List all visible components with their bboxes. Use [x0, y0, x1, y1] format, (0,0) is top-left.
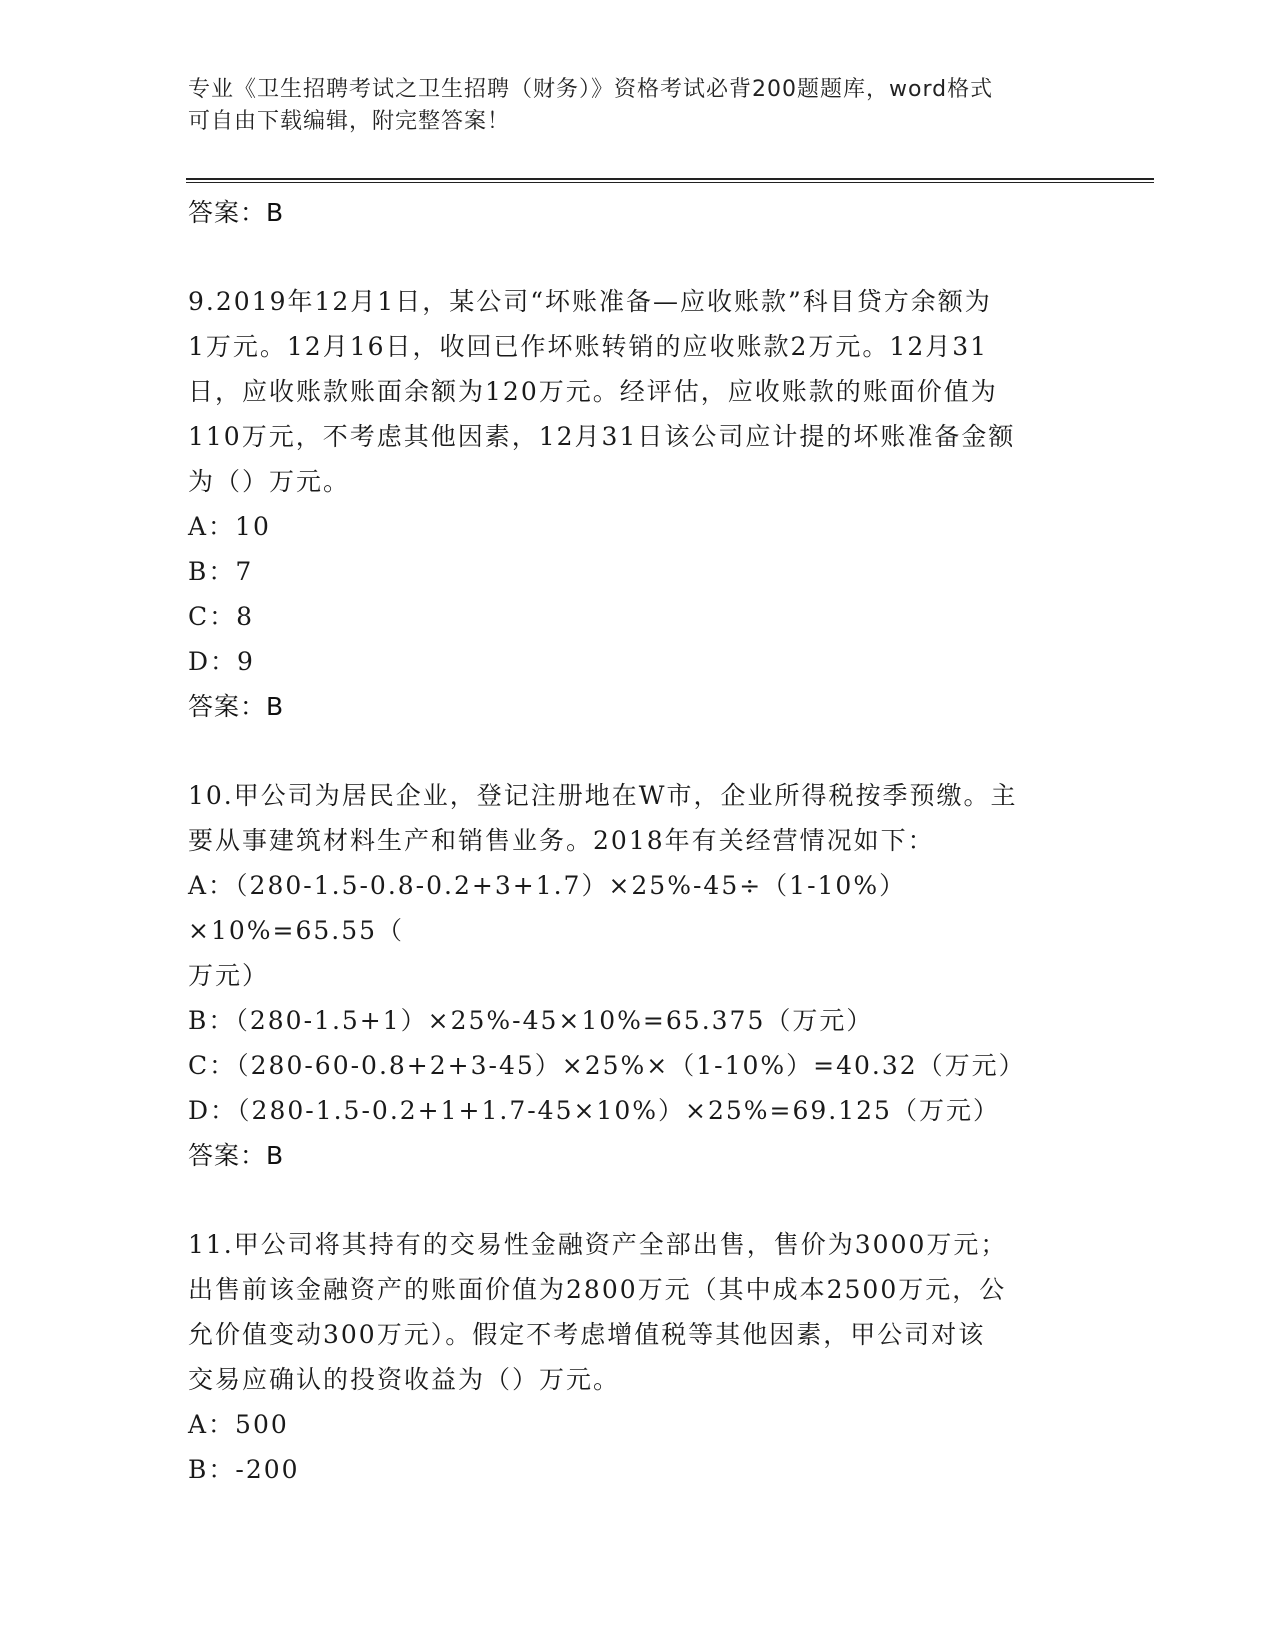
document-header — [188, 74, 1068, 138]
header-line-2: 可自由下载编辑，附完整答案！ — [188, 109, 511, 134]
question-9 — [188, 279, 1088, 729]
question-text-line: 允价值变动300万元）。假定不考虑增值税等其他因素，甲公司对该 — [188, 1320, 986, 1349]
option-c: C：（280-60-0.8+2+3-45）×25%×（1-10%）=40.32（万元） — [188, 1051, 1026, 1080]
spacer — [188, 235, 1088, 279]
question-text-line: 110万元，不考虑其他因素，12月31日该公司应计提的坏账准备金额 — [188, 422, 1016, 451]
question-text-line: 1万元。12月16日，收回已作坏账转销的应收账款2万元。12月31 — [188, 332, 989, 361]
answer-line: 答案：B — [188, 198, 285, 227]
option-a: A：10 — [188, 512, 271, 541]
question-text-line: 11.甲公司将其持有的交易性金融资产全部出售，售价为3000万元； — [188, 1230, 1008, 1259]
option-b: B：7 — [188, 557, 254, 586]
option-d: D：（280-1.5-0.2+1+1.7-45×10%）×25%=69.125（万元） — [188, 1096, 1000, 1125]
question-text-line: 为（）万元。 — [188, 467, 351, 496]
document-body — [188, 190, 1088, 1492]
option-b: B：-200 — [188, 1455, 300, 1484]
option-b: B：（280-1.5+1）×25%-45×10%=65.375（万元） — [188, 1006, 874, 1035]
question-text-line: 日，应收账款账面余额为120万元。经评估，应收账款的账面价值为 — [188, 377, 998, 406]
question-text-line: 要从事建筑材料生产和销售业务。2018年有关经营情况如下： — [188, 826, 935, 855]
question-11 — [188, 1222, 1088, 1492]
option-a: A：（280-1.5-0.8-0.2+3+1.7）×25%-45÷（1-10%）×10%=65.55（ — [188, 871, 907, 945]
option-c: C：8 — [188, 602, 255, 631]
spacer — [188, 1178, 1088, 1222]
question-text-line: 10.甲公司为居民企业，登记注册地在W市，企业所得税按季预缴。主 — [188, 781, 1018, 810]
question-text-line: 9.2019年12月1日，某公司“坏账准备—应收账款”科目贷方余额为 — [188, 287, 992, 316]
option-a-continued: 万元） — [188, 961, 270, 990]
header-rule-thin — [186, 182, 1154, 183]
option-a: A：500 — [188, 1410, 289, 1439]
answer-line: 答案：B — [188, 1141, 285, 1170]
answer-line: 答案：B — [188, 692, 285, 721]
question-text-line: 出售前该金融资产的账面价值为2800万元（其中成本2500万元，公 — [188, 1275, 1007, 1304]
spacer — [188, 729, 1088, 773]
question-10 — [188, 773, 1088, 1178]
header-line-1: 专业《卫生招聘考试之卫生招聘（财务）》资格考试必背200题题库，word格式 — [188, 77, 994, 102]
question-text-line: 交易应确认的投资收益为（）万元。 — [188, 1365, 621, 1394]
header-rule-thick — [186, 178, 1154, 180]
option-d: D：9 — [188, 647, 255, 676]
